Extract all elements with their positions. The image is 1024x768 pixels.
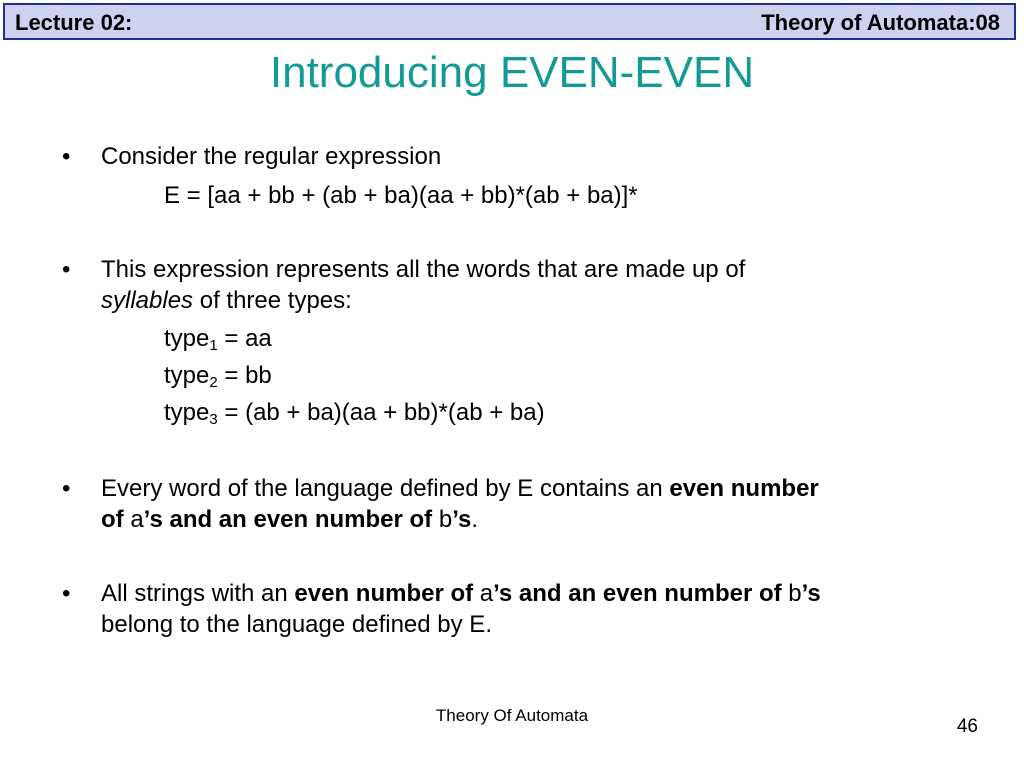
bullet-3-plain-text: b	[432, 506, 453, 533]
slide-page-number: 46	[956, 716, 978, 737]
bullet-4-plain-text: b	[781, 580, 802, 607]
bullet-4-bold-text: ’s	[801, 580, 821, 607]
type-name: type	[164, 325, 210, 352]
lecture-label: Lecture 02:	[15, 10, 133, 35]
bullet-marker: •	[62, 580, 71, 607]
regular-expression-formula: E = [aa + bb + (ab + ba)(aa + bb)*(ab + ba)]*	[164, 182, 638, 209]
slide-header-bar	[3, 3, 1016, 40]
slide-title: Introducing EVEN-EVEN	[269, 48, 755, 97]
syllables-term: syllables	[101, 287, 194, 314]
bullet-4-line-1	[101, 578, 821, 610]
bullet-3-plain-text: Every word of the language defined by E contains an	[101, 475, 670, 502]
type-subscript: 2	[209, 374, 218, 391]
bullet-4-plain-text: All strings with an	[101, 580, 295, 607]
bullet-2-line-2	[101, 285, 352, 317]
type-subscript: 1	[209, 337, 218, 354]
bullet-3-plain-text: a	[123, 506, 144, 533]
bullet-3-line-2	[101, 504, 478, 536]
bullet-3-bold-text: ’s and an even number of	[143, 506, 433, 533]
bullet-2-line-2-rest: of three types:	[193, 287, 352, 314]
bullet-4-bold-text: ’s and an even number of	[493, 580, 782, 607]
bullet-marker: •	[62, 143, 71, 170]
bullet-3-line-1	[101, 473, 819, 505]
type-definition: = (ab + ba)(aa + bb)*(ab + ba)	[217, 399, 545, 426]
bullet-4-plain-text: a	[473, 580, 494, 607]
bullet-3-bold-text: even number	[669, 475, 819, 502]
type-name: type	[164, 399, 210, 426]
bullet-2-line-1: This expression represents all the words that are made up of	[101, 256, 746, 283]
bullet-3-period: .	[471, 506, 478, 533]
syllable-type-1	[164, 323, 272, 355]
bullet-4-line-2: belong to the language defined by E.	[101, 611, 492, 638]
type-name: type	[164, 362, 210, 389]
course-label: Theory of Automata:08	[761, 10, 1000, 35]
footer-course-title: Theory Of Automata	[435, 706, 589, 725]
type-definition: = bb	[217, 362, 272, 389]
bullet-1-text: Consider the regular expression	[101, 143, 442, 170]
bullet-4-bold-text: even number of	[294, 580, 474, 607]
bullet-3-bold-text: of	[101, 506, 124, 533]
bullet-marker: •	[62, 475, 71, 502]
syllable-type-3	[164, 397, 545, 429]
bullet-marker: •	[62, 256, 71, 283]
syllable-type-2	[164, 360, 272, 392]
bullet-3-bold-text: ’s	[452, 506, 472, 533]
type-subscript: 3	[209, 411, 218, 428]
type-definition: = aa	[217, 325, 272, 352]
